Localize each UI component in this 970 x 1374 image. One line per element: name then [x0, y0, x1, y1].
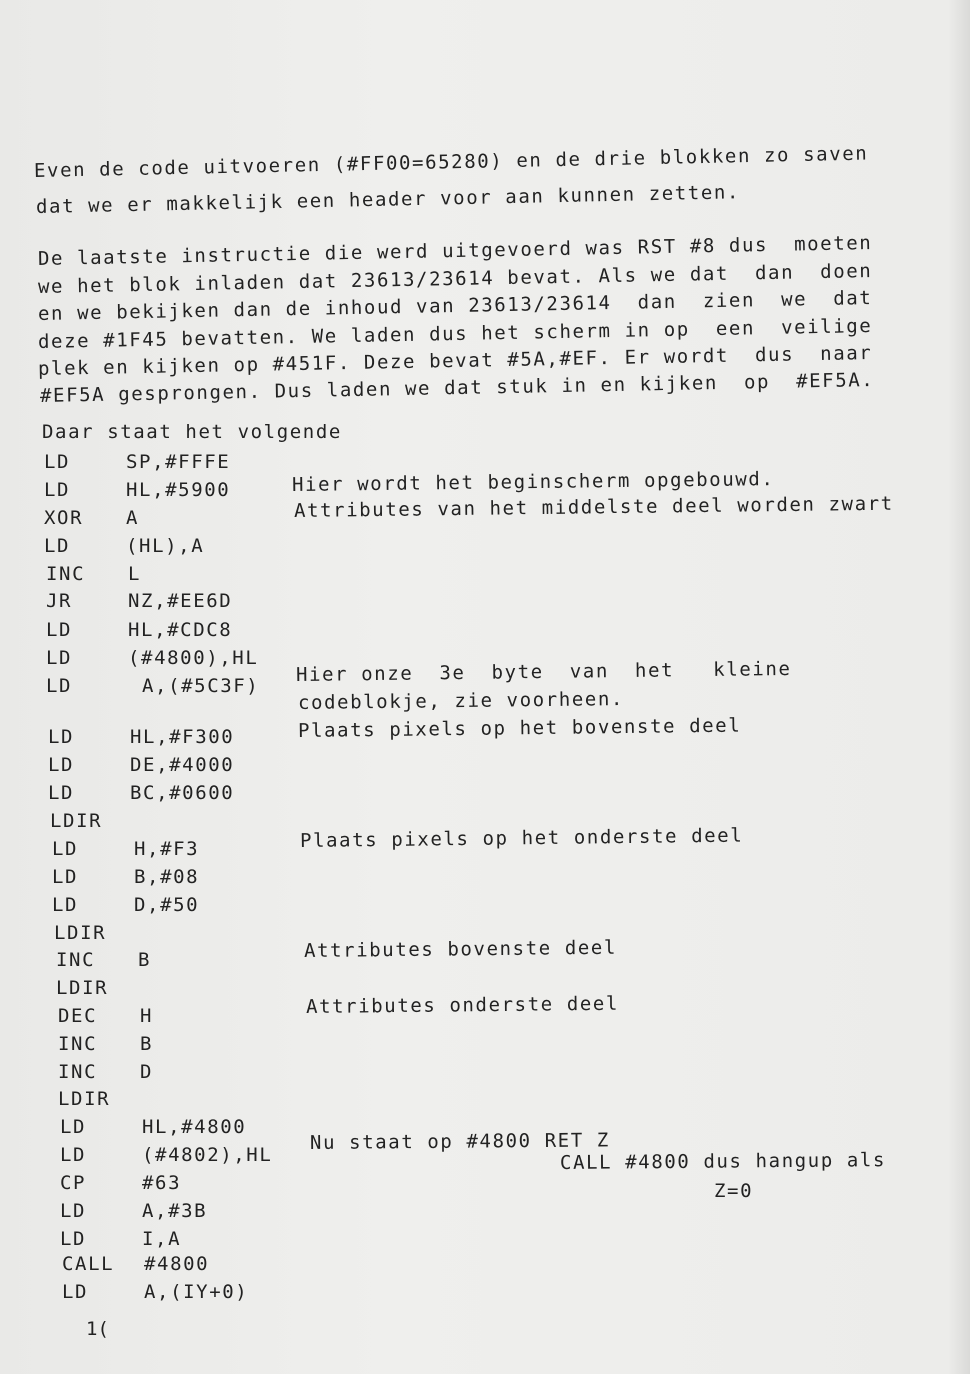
opcode: LD: [44, 451, 71, 473]
comment-attributes-zwart: Attributes van het middelste deel worden zwart: [293, 492, 894, 522]
opcode: LD: [48, 782, 75, 804]
opcode: LD: [46, 647, 73, 669]
operand: SP,#FFFE: [126, 451, 231, 473]
comment-beginscherm: Hier wordt het beginscherm opgebouwd.: [291, 468, 775, 496]
code-line: [60, 1116, 320, 1138]
code-line: [46, 619, 306, 641]
operand: A: [126, 507, 140, 529]
comment-pixels-onderste: Plaats pixels op het onderste deel: [299, 824, 744, 852]
operand: D: [140, 1061, 154, 1083]
code-line: [62, 1281, 322, 1303]
opcode: LDIR: [58, 1088, 111, 1110]
code-line: [54, 922, 314, 944]
opcode: LD: [48, 726, 75, 748]
comment-ret-z: Nu staat op #4800 RET Z: [309, 1129, 610, 1154]
code-line: [44, 451, 304, 473]
operand: H: [140, 1005, 154, 1027]
operand: HL,#CDC8: [128, 619, 233, 641]
operand: HL,#5900: [126, 479, 231, 501]
opcode: LD: [48, 754, 75, 776]
opcode: LD: [60, 1200, 87, 1222]
paragraph1-line-1: Even de code uitvoeren (#FF00=65280) en de drie blokken zo saven: [33, 142, 869, 182]
code-line: [48, 726, 308, 748]
operand: H,#F3: [134, 838, 200, 860]
operand: B,#08: [134, 866, 200, 888]
code-line: [60, 1228, 320, 1250]
paragraph2-line-6: #EF5A gesprongen. Dus laden we dat stuk in en kijken op #EF5A.: [39, 368, 875, 407]
opcode: DEC: [58, 1005, 98, 1027]
code-line: [58, 1061, 318, 1083]
operand: B: [138, 949, 152, 971]
code-line: [44, 535, 304, 557]
opcode: LDIR: [54, 922, 107, 944]
comment-derde-byte: Hier onze 3e byte van het kleine: [295, 657, 792, 686]
operand: HL,#F300: [130, 726, 235, 748]
opcode: INC: [58, 1061, 98, 1083]
code-line: [58, 1033, 318, 1055]
code-line: [60, 1200, 320, 1222]
paragraph2-line-1: De laatste instructie die werd uitgevoerd was RST #8 dus moeten: [37, 231, 873, 270]
operand: A,(#5C3F): [142, 675, 260, 697]
opcode: LD: [60, 1116, 87, 1138]
opcode: INC: [56, 949, 96, 971]
comment-attributes-bovenste: Attributes bovenste deel: [303, 936, 618, 962]
operand: B: [140, 1033, 154, 1055]
opcode: LD: [52, 894, 79, 916]
operand: I,A: [142, 1228, 182, 1250]
paragraph2-line-4: deze #1F45 bevatten. We laden dus het scherm in op een veilige: [37, 314, 873, 353]
operand: BC,#0600: [130, 782, 235, 804]
paragraph2-line-5: plek en kijken op #451F. Deze bevat #5A,#EF. Er wordt dus naar: [37, 341, 873, 380]
operand: DE,#4000: [130, 754, 235, 776]
page-fold-shadow: [948, 0, 970, 1374]
opcode: INC: [46, 563, 86, 585]
operand: (#4802),HL: [142, 1144, 273, 1166]
opcode: CP: [60, 1172, 87, 1194]
operand: A,(IY+0): [144, 1281, 249, 1303]
opcode: CALL: [62, 1253, 115, 1275]
operand: L: [128, 563, 142, 585]
opcode: LD: [60, 1144, 87, 1166]
comment-pixels-bovenste: Plaats pixels op het bovenste deel: [297, 714, 742, 742]
code-line: [60, 1172, 320, 1194]
code-line: [58, 1005, 318, 1027]
code-line: [56, 949, 316, 971]
page-number: 1(: [86, 1318, 109, 1340]
operand: #63: [142, 1172, 182, 1194]
operand: (HL),A: [126, 535, 205, 557]
code-line: [62, 1253, 322, 1275]
operand: NZ,#EE6D: [128, 590, 233, 612]
paragraph2-line-2: we het blok inladen dat 23613/23614 bevat. Als we dat dan doen: [37, 259, 873, 298]
operand: HL,#4800: [142, 1116, 247, 1138]
opcode: LD: [60, 1228, 87, 1250]
code-line: [46, 675, 306, 697]
opcode: XOR: [44, 507, 84, 529]
code-line: [44, 479, 304, 501]
code-line: [46, 563, 306, 585]
operand: #4800: [144, 1253, 210, 1275]
opcode: LD: [52, 838, 79, 860]
paragraph2-line-3: en we bekijken dan de inhoud van 23613/23614 dan zien we dat: [37, 286, 873, 325]
comment-z-zero: Z=0: [714, 1180, 754, 1202]
paragraph2-line-7: Daar staat het volgende: [42, 421, 342, 443]
code-line: [60, 1144, 320, 1166]
comment-call-hangup: CALL #4800 dus hangup als: [559, 1149, 887, 1174]
code-line: [56, 977, 316, 999]
operand: A,#3B: [142, 1200, 208, 1222]
code-line: [46, 590, 306, 612]
code-line: [46, 647, 306, 669]
opcode: LD: [46, 619, 73, 641]
code-line: [44, 507, 304, 529]
comment-attributes-onderste: Attributes onderste deel: [305, 992, 620, 1018]
code-line: [48, 754, 308, 776]
opcode: LD: [62, 1281, 89, 1303]
operand: D,#50: [134, 894, 200, 916]
code-line: [50, 810, 310, 832]
opcode: LD: [52, 866, 79, 888]
code-line: [52, 838, 312, 860]
code-line: [52, 866, 312, 888]
code-line: [52, 894, 312, 916]
opcode: LDIR: [56, 977, 109, 999]
opcode: LD: [44, 479, 71, 501]
code-line: [58, 1088, 318, 1110]
opcode: JR: [46, 590, 73, 612]
paragraph1-line-2: dat we er makkelijk een header voor aan kunnen zetten.: [35, 181, 741, 218]
opcode: LDIR: [50, 810, 103, 832]
operand: (#4800),HL: [128, 647, 259, 669]
comment-codeblokje: codeblokje, zie voorheen.: [297, 688, 625, 714]
opcode: INC: [58, 1033, 98, 1055]
opcode: LD: [46, 675, 73, 697]
opcode: LD: [44, 535, 71, 557]
code-line: [48, 782, 308, 804]
